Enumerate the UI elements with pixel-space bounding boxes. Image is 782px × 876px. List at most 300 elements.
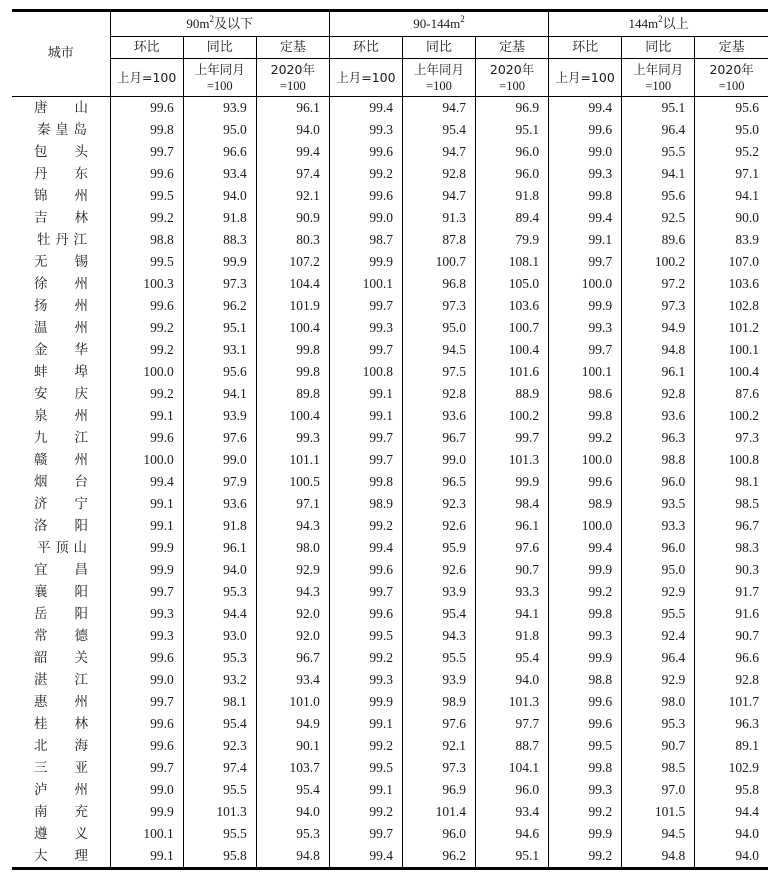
city-name-char: 吉 [34, 210, 48, 226]
value-cell-over-144-yoy: 94.8 [622, 339, 695, 361]
value-cell-over-144-yoy: 94.5 [622, 823, 695, 845]
value-cell-under-90-yoy: 99.9 [183, 251, 256, 273]
value-cell-over-144-yoy: 95.5 [622, 141, 695, 163]
table-row [12, 779, 768, 801]
city-name [34, 119, 87, 141]
value-cell-under-90-mom: 99.9 [110, 801, 183, 823]
value-cell-90-144-mom: 99.7 [329, 427, 402, 449]
base-fixed-line1: 2020年 [489, 61, 535, 77]
value-cell-over-144-mom: 99.8 [549, 603, 622, 625]
value-cell-under-90-fixed: 107.2 [256, 251, 329, 273]
value-cell-over-144-mom: 99.9 [549, 823, 622, 845]
city-name-char: 桂 [34, 716, 48, 732]
value-cell-over-144-yoy: 96.0 [622, 471, 695, 493]
value-cell-90-144-mom: 99.5 [329, 757, 402, 779]
value-cell-under-90-mom: 100.3 [110, 273, 183, 295]
value-cell-over-144-fixed: 95.8 [695, 779, 768, 801]
value-cell-over-144-mom: 98.8 [549, 669, 622, 691]
value-cell-over-144-mom: 99.6 [549, 471, 622, 493]
value-cell-90-144-fixed: 89.4 [476, 207, 549, 229]
value-cell-over-144-fixed: 95.0 [695, 119, 768, 141]
table-row [12, 713, 768, 735]
city-name-char: 华 [74, 342, 88, 358]
value-cell-over-144-mom: 99.9 [549, 559, 622, 581]
value-cell-under-90-yoy: 93.4 [183, 163, 256, 185]
city-name-cell [12, 801, 110, 823]
value-cell-over-144-fixed: 94.4 [695, 801, 768, 823]
value-cell-over-144-fixed: 101.7 [695, 691, 768, 713]
value-cell-over-144-mom: 99.2 [549, 845, 622, 869]
base-mom-label: 上月=100 [336, 69, 396, 85]
value-cell-90-144-mom: 99.2 [329, 647, 402, 669]
city-name-cell [12, 449, 110, 471]
group-label-suffix: 及以下 [214, 16, 254, 32]
value-cell-over-144-yoy: 94.9 [622, 317, 695, 339]
city-name-cell [12, 229, 110, 251]
value-cell-90-144-fixed: 100.2 [476, 405, 549, 427]
value-cell-over-144-fixed: 98.3 [695, 537, 768, 559]
header-row-size-groups [12, 11, 768, 37]
table-row [12, 163, 768, 185]
value-cell-90-144-yoy: 93.9 [402, 669, 475, 691]
table-row [12, 273, 768, 295]
value-cell-under-90-yoy: 93.6 [183, 493, 256, 515]
value-cell-under-90-yoy: 94.0 [183, 559, 256, 581]
table-row [12, 207, 768, 229]
value-cell-under-90-yoy: 94.1 [183, 383, 256, 405]
city-name [34, 317, 88, 339]
value-cell-90-144-fixed: 108.1 [476, 251, 549, 273]
city-name-char: 充 [74, 804, 88, 820]
city-name [34, 625, 88, 647]
value-cell-90-144-mom: 99.2 [329, 163, 402, 185]
city-name-cell [12, 207, 110, 229]
city-name-char: 州 [74, 408, 88, 424]
city-name-char: 包 [34, 144, 48, 160]
value-cell-under-90-mom: 99.2 [110, 317, 183, 339]
table-row [12, 141, 768, 163]
value-cell-over-144-mom: 99.9 [549, 295, 622, 317]
value-cell-under-90-fixed: 90.1 [256, 735, 329, 757]
value-cell-90-144-fixed: 93.3 [476, 581, 549, 603]
city-name-cell [12, 383, 110, 405]
value-cell-over-144-fixed: 100.1 [695, 339, 768, 361]
value-cell-under-90-fixed: 92.0 [256, 625, 329, 647]
value-cell-90-144-mom: 99.6 [329, 141, 402, 163]
value-cell-under-90-yoy: 93.9 [183, 97, 256, 120]
value-cell-under-90-yoy: 96.1 [183, 537, 256, 559]
value-cell-over-144-yoy: 90.7 [622, 735, 695, 757]
base-yoy-line1: 上年同月 [413, 61, 464, 77]
value-cell-over-144-yoy: 89.6 [622, 229, 695, 251]
city-name-char: 庆 [74, 386, 88, 402]
value-cell-90-144-fixed: 97.7 [476, 713, 549, 735]
value-cell-under-90-yoy: 96.6 [183, 141, 256, 163]
city-name-char: 岳 [34, 606, 48, 622]
group-label-sup: 2 [658, 13, 663, 24]
value-cell-90-144-mom: 99.1 [329, 383, 402, 405]
group-header-90-144 [329, 11, 548, 37]
value-cell-under-90-fixed: 99.8 [256, 361, 329, 383]
subheader-yoy: 同比 [183, 37, 256, 59]
value-cell-90-144-fixed: 94.0 [476, 669, 549, 691]
value-cell-over-144-fixed: 95.6 [695, 97, 768, 120]
table-row [12, 449, 768, 471]
value-cell-90-144-yoy: 97.3 [402, 295, 475, 317]
value-cell-90-144-mom: 98.7 [329, 229, 402, 251]
value-cell-under-90-yoy: 97.4 [183, 757, 256, 779]
value-cell-over-144-fixed: 96.3 [695, 713, 768, 735]
table-row [12, 493, 768, 515]
value-cell-under-90-fixed: 94.8 [256, 845, 329, 869]
city-name [34, 669, 88, 691]
value-cell-over-144-mom: 99.8 [549, 757, 622, 779]
value-cell-over-144-yoy: 98.0 [622, 691, 695, 713]
value-cell-under-90-fixed: 104.4 [256, 273, 329, 295]
value-cell-90-144-yoy: 94.7 [402, 97, 475, 120]
subheader-fixed-base: 定基 [256, 37, 329, 59]
value-cell-90-144-fixed: 96.9 [476, 97, 549, 120]
value-cell-over-144-mom: 99.3 [549, 163, 622, 185]
value-cell-90-144-mom: 99.7 [329, 295, 402, 317]
city-name-cell [12, 647, 110, 669]
city-name-char: 赣 [34, 452, 48, 468]
city-name-char: 埠 [74, 364, 88, 380]
value-cell-90-144-yoy: 97.5 [402, 361, 475, 383]
value-cell-over-144-mom: 99.3 [549, 317, 622, 339]
value-cell-90-144-fixed: 79.9 [476, 229, 549, 251]
value-cell-over-144-fixed: 107.0 [695, 251, 768, 273]
value-cell-under-90-mom: 100.1 [110, 823, 183, 845]
value-cell-90-144-mom: 99.9 [329, 251, 402, 273]
city-name-cell [12, 141, 110, 163]
value-cell-over-144-mom: 99.2 [549, 427, 622, 449]
value-cell-over-144-mom: 99.3 [549, 625, 622, 647]
city-name-cell [12, 691, 110, 713]
value-cell-over-144-mom: 98.9 [549, 493, 622, 515]
table-header [12, 11, 768, 97]
base-fixed [476, 59, 549, 97]
value-cell-under-90-mom: 99.9 [110, 537, 183, 559]
value-cell-under-90-fixed: 100.4 [256, 317, 329, 339]
value-cell-over-144-fixed: 103.6 [695, 273, 768, 295]
value-cell-90-144-yoy: 92.1 [402, 735, 475, 757]
subheader-mom: 环比 [549, 37, 622, 59]
value-cell-90-144-mom: 99.3 [329, 119, 402, 141]
value-cell-over-144-fixed: 95.2 [695, 141, 768, 163]
value-cell-under-90-yoy: 97.9 [183, 471, 256, 493]
value-cell-under-90-fixed: 95.4 [256, 779, 329, 801]
value-cell-over-144-yoy: 96.4 [622, 647, 695, 669]
city-name-char: 德 [74, 628, 88, 644]
subheader-fixed-base: 定基 [476, 37, 549, 59]
value-cell-over-144-yoy: 92.4 [622, 625, 695, 647]
value-cell-90-144-fixed: 101.3 [476, 691, 549, 713]
table-row [12, 119, 768, 141]
value-cell-under-90-mom: 99.7 [110, 141, 183, 163]
city-name [34, 559, 88, 581]
value-cell-over-144-fixed: 90.7 [695, 625, 768, 647]
city-name-cell [12, 339, 110, 361]
value-cell-90-144-fixed: 88.9 [476, 383, 549, 405]
group-header-over-144 [549, 11, 768, 37]
city-name-char: 海 [74, 738, 88, 754]
value-cell-under-90-yoy: 94.4 [183, 603, 256, 625]
subheader-fixed-base: 定基 [695, 37, 768, 59]
value-cell-under-90-fixed: 92.0 [256, 603, 329, 625]
city-name-cell [12, 735, 110, 757]
value-cell-90-144-yoy: 95.0 [402, 317, 475, 339]
table-row [12, 757, 768, 779]
city-name-char: 韶 [34, 650, 48, 666]
value-cell-under-90-yoy: 95.6 [183, 361, 256, 383]
value-cell-under-90-fixed: 89.8 [256, 383, 329, 405]
value-cell-over-144-yoy: 93.5 [622, 493, 695, 515]
value-cell-over-144-fixed: 83.9 [695, 229, 768, 251]
city-name-char: 宜 [34, 562, 48, 578]
value-cell-90-144-mom: 99.2 [329, 801, 402, 823]
value-cell-90-144-fixed: 94.6 [476, 823, 549, 845]
value-cell-90-144-mom: 99.7 [329, 449, 402, 471]
city-name-cell [12, 625, 110, 647]
city-name-char: 锡 [74, 254, 88, 270]
city-name [34, 207, 88, 229]
city-name-cell [12, 471, 110, 493]
value-cell-over-144-mom: 98.6 [549, 383, 622, 405]
table-row [12, 339, 768, 361]
city-name-cell [12, 559, 110, 581]
housing-price-index-table [12, 9, 768, 870]
value-cell-90-144-mom: 99.1 [329, 779, 402, 801]
value-cell-under-90-yoy: 92.3 [183, 735, 256, 757]
city-name-char: 州 [74, 276, 88, 292]
city-name-char: 烟 [34, 474, 48, 490]
city-name-char: 林 [74, 210, 88, 226]
value-cell-under-90-yoy: 101.3 [183, 801, 256, 823]
city-name-cell [12, 845, 110, 869]
table-body [12, 97, 768, 869]
value-cell-under-90-fixed: 94.3 [256, 515, 329, 537]
city-name-cell [12, 405, 110, 427]
city-name [34, 779, 88, 801]
base-mom [549, 59, 622, 97]
table-row [12, 603, 768, 625]
city-name [34, 845, 88, 867]
value-cell-over-144-yoy: 98.8 [622, 449, 695, 471]
value-cell-under-90-mom: 99.1 [110, 405, 183, 427]
value-cell-90-144-yoy: 95.5 [402, 647, 475, 669]
value-cell-under-90-fixed: 101.9 [256, 295, 329, 317]
value-cell-over-144-mom: 99.0 [549, 141, 622, 163]
table-row [12, 185, 768, 207]
table-row [12, 229, 768, 251]
value-cell-under-90-fixed: 99.8 [256, 339, 329, 361]
city-name-cell [12, 361, 110, 383]
value-cell-over-144-fixed: 92.8 [695, 669, 768, 691]
value-cell-90-144-yoy: 97.6 [402, 713, 475, 735]
value-cell-90-144-fixed: 95.1 [476, 119, 549, 141]
base-yoy [622, 59, 695, 97]
table-row [12, 801, 768, 823]
base-mom [110, 59, 183, 97]
value-cell-under-90-fixed: 93.4 [256, 669, 329, 691]
table-row [12, 471, 768, 493]
value-cell-90-144-mom: 99.1 [329, 713, 402, 735]
value-cell-under-90-fixed: 101.0 [256, 691, 329, 713]
value-cell-over-144-fixed: 90.3 [695, 559, 768, 581]
value-cell-under-90-mom: 99.2 [110, 207, 183, 229]
value-cell-over-144-mom: 100.1 [549, 361, 622, 383]
city-name-char: 泉 [34, 408, 48, 424]
value-cell-90-144-yoy: 94.3 [402, 625, 475, 647]
value-cell-under-90-yoy: 93.2 [183, 669, 256, 691]
city-name-char: 金 [34, 342, 48, 358]
value-cell-over-144-fixed: 102.8 [695, 295, 768, 317]
value-cell-under-90-mom: 99.5 [110, 251, 183, 273]
value-cell-over-144-yoy: 96.3 [622, 427, 695, 449]
city-name [34, 471, 88, 493]
table-row [12, 251, 768, 273]
table-row [12, 735, 768, 757]
value-cell-90-144-yoy: 96.9 [402, 779, 475, 801]
table-row [12, 97, 768, 120]
value-cell-over-144-mom: 100.0 [549, 515, 622, 537]
city-name-char: 湛 [34, 672, 48, 688]
value-cell-over-144-mom: 99.6 [549, 119, 622, 141]
value-cell-under-90-mom: 99.6 [110, 647, 183, 669]
city-name-char: 平 [37, 540, 51, 556]
value-cell-over-144-fixed: 102.9 [695, 757, 768, 779]
city-name [34, 801, 88, 823]
city-name-char: 头 [74, 144, 88, 160]
city-name [34, 603, 88, 625]
city-name-char: 北 [34, 738, 48, 754]
city-name-char: 州 [74, 782, 88, 798]
city-name-cell [12, 273, 110, 295]
value-cell-over-144-fixed: 100.8 [695, 449, 768, 471]
header-row-index-types [12, 37, 768, 59]
value-cell-under-90-yoy: 94.0 [183, 185, 256, 207]
value-cell-90-144-fixed: 94.1 [476, 603, 549, 625]
table-row [12, 427, 768, 449]
value-cell-over-144-yoy: 95.0 [622, 559, 695, 581]
value-cell-under-90-mom: 100.0 [110, 361, 183, 383]
value-cell-under-90-mom: 99.9 [110, 559, 183, 581]
value-cell-over-144-mom: 99.6 [549, 713, 622, 735]
city-name-cell [12, 757, 110, 779]
value-cell-over-144-yoy: 92.9 [622, 669, 695, 691]
city-name [34, 493, 88, 515]
value-cell-90-144-mom: 99.9 [329, 691, 402, 713]
city-name [34, 273, 88, 295]
city-column-header: 城市 [12, 11, 110, 97]
subheader-yoy: 同比 [402, 37, 475, 59]
value-cell-90-144-yoy: 92.6 [402, 559, 475, 581]
value-cell-under-90-fixed: 100.4 [256, 405, 329, 427]
base-yoy-line2: =100 [645, 78, 672, 93]
value-cell-over-144-fixed: 90.0 [695, 207, 768, 229]
city-name [34, 713, 88, 735]
value-cell-over-144-yoy: 96.0 [622, 537, 695, 559]
value-cell-90-144-yoy: 96.5 [402, 471, 475, 493]
base-yoy-line1: 上年同月 [194, 61, 245, 77]
city-name-char: 襄 [34, 584, 48, 600]
value-cell-90-144-yoy: 94.5 [402, 339, 475, 361]
value-cell-under-90-mom: 98.8 [110, 229, 183, 251]
value-cell-over-144-mom: 99.3 [549, 779, 622, 801]
value-cell-under-90-fixed: 90.9 [256, 207, 329, 229]
value-cell-over-144-fixed: 97.1 [695, 163, 768, 185]
city-name [34, 163, 88, 185]
value-cell-under-90-yoy: 91.8 [183, 515, 256, 537]
value-cell-under-90-yoy: 95.5 [183, 823, 256, 845]
city-name-char: 南 [34, 804, 48, 820]
value-cell-90-144-mom: 99.6 [329, 559, 402, 581]
value-cell-under-90-mom: 99.3 [110, 625, 183, 647]
value-cell-over-144-fixed: 91.6 [695, 603, 768, 625]
city-name [34, 449, 88, 471]
value-cell-over-144-fixed: 98.5 [695, 493, 768, 515]
city-name [34, 141, 88, 163]
value-cell-over-144-mom: 99.2 [549, 801, 622, 823]
city-name-cell [12, 779, 110, 801]
city-name-char: 济 [34, 496, 48, 512]
value-cell-90-144-mom: 100.8 [329, 361, 402, 383]
value-cell-over-144-fixed: 94.1 [695, 185, 768, 207]
city-name-char: 州 [74, 452, 88, 468]
city-name-char: 泸 [34, 782, 48, 798]
value-cell-under-90-mom: 99.6 [110, 97, 183, 120]
value-cell-over-144-fixed: 94.0 [695, 823, 768, 845]
value-cell-under-90-mom: 99.6 [110, 295, 183, 317]
value-cell-under-90-fixed: 94.0 [256, 801, 329, 823]
value-cell-under-90-fixed: 101.1 [256, 449, 329, 471]
city-name-char: 山 [74, 100, 88, 116]
value-cell-90-144-fixed: 99.9 [476, 471, 549, 493]
table-row [12, 581, 768, 603]
value-cell-90-144-fixed: 96.0 [476, 163, 549, 185]
table-row [12, 361, 768, 383]
city-name [34, 229, 87, 251]
value-cell-90-144-yoy: 93.9 [402, 581, 475, 603]
city-name-char: 江 [74, 430, 88, 446]
value-cell-over-144-yoy: 96.1 [622, 361, 695, 383]
base-yoy [402, 59, 475, 97]
value-cell-90-144-yoy: 97.3 [402, 757, 475, 779]
value-cell-90-144-mom: 99.6 [329, 185, 402, 207]
table-row [12, 625, 768, 647]
value-cell-90-144-yoy: 96.0 [402, 823, 475, 845]
value-cell-under-90-yoy: 93.0 [183, 625, 256, 647]
city-name-char: 丹 [34, 166, 48, 182]
city-name [34, 339, 88, 361]
value-cell-90-144-mom: 99.7 [329, 581, 402, 603]
value-cell-90-144-mom: 99.4 [329, 537, 402, 559]
value-cell-over-144-fixed: 100.4 [695, 361, 768, 383]
value-cell-under-90-mom: 99.0 [110, 669, 183, 691]
value-cell-90-144-fixed: 95.1 [476, 845, 549, 869]
value-cell-over-144-fixed: 100.2 [695, 405, 768, 427]
city-name-char: 温 [34, 320, 48, 336]
subheader-mom: 环比 [110, 37, 183, 59]
value-cell-under-90-fixed: 97.4 [256, 163, 329, 185]
table-row [12, 823, 768, 845]
value-cell-over-144-yoy: 97.2 [622, 273, 695, 295]
city-name-char: 三 [34, 760, 48, 776]
value-cell-90-144-fixed: 96.0 [476, 141, 549, 163]
base-yoy-line2: =100 [206, 78, 233, 93]
value-cell-over-144-mom: 99.8 [549, 185, 622, 207]
